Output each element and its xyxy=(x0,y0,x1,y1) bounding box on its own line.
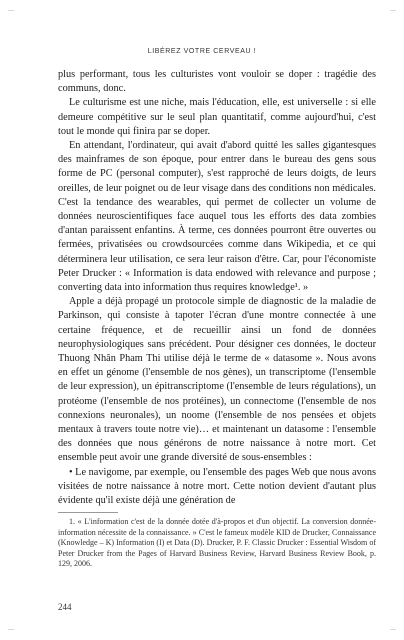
crop-mark-top-right xyxy=(390,10,396,11)
paragraph: Le culturisme est une niche, mais l'éducation, elle, est universelle : si elle demeure compétitive sur le seul plan quantitatif, comme aujourd'hui, c'est tout le monde qui finira par se doper. xyxy=(58,97,376,137)
footnote xyxy=(58,517,376,570)
bullet-paragraph: • Le navigome, par exemple, ou l'ensemble des pages Web que nous avons visitées de notre naissance à notre mort. Cette notion devient d'autant plus évidente qu'il existe déjà une génération de xyxy=(58,466,376,507)
crop-mark-bottom-left xyxy=(8,629,14,630)
paragraph: plus performant, tous les culturistes vont vouloir se doper : tragédie des communs, donc. xyxy=(58,69,376,95)
footnote-text: 1. « L'information c'est de la donnée dotée d'à-propos et d'un objectif. La conversion donnée-information nécessite de la connaissance. » C'est le fameux modèle KID de Drucker, Connaissance (Knowledge – K) Information (I) et Data (D). Drucker, P. F. Classic Drucker : Essential Wisdom of Peter Drucker from the Pages of Harvard Business Review, Harvard Business Review Book, p. 129, 2006. xyxy=(58,517,376,569)
paragraph: Apple a déjà propagé un protocole simple de diagnostic de la maladie de Parkinson, qui consiste à tapoter l'écran d'une montre connectée à une certaine fréquence, et de recueillir ainsi un fond de données neurophysiologiques sans précédent. Pour désigner ces données, le docteur Thuong Nhân Pham Thi utilise déjà le terme de « datasome ». Nous avons en effet un génome (l'ensemble de nos gènes), un transcriptome (l'ensemble de leur expression), un épitranscriptome (l'ensemble de leurs régulations), un protéome (l'ensemble de nos protéines), un connectome (l'ensemble de nos connexions neuronales), un noome (l'ensemble de nos pensées et objets mentaux à travers toute notre vie)… et maintenant un datasome : l'ensemble des données que nous générons de notre naissance à notre mort. Cet ensemble peut avoir une grande diversité de sous-ensembles : xyxy=(58,296,376,464)
running-header: LIBÉREZ VOTRE CERVEAU ! xyxy=(147,48,257,55)
crop-mark-bottom-right xyxy=(390,629,396,630)
body-text xyxy=(58,68,376,508)
page-number: 244 xyxy=(58,602,72,612)
paragraph: En attendant, l'ordinateur, qui avait d'abord quitté les salles gigantesques des mainframes de son époque, pour entrer dans le bureau des gens sous forme de PC (personal computer), s'est rapproché de leurs doigts, de leurs oreilles, de leur poignet ou de leur visage dans des conditions non médicales. C'est la tendance des wearables, qui permet de collecter un volume de données neuroscientifiques face auquel tous les efforts des data zombies d'antan paraissent enfantins. À terme, ces données pourront être ouvertes ou fermées, privatisées ou crowdsourcées comme dans Wikipedia, et ce qui déterminera leur utilisation, ce sera leur raison d'être. Car, pour l'économiste Peter Drucker : « Information is data endowed with relevance and purpose ; converting data into information thus requires knowledge¹. » xyxy=(58,140,376,294)
crop-mark-top-left xyxy=(8,10,14,11)
footnote-rule xyxy=(58,512,118,513)
